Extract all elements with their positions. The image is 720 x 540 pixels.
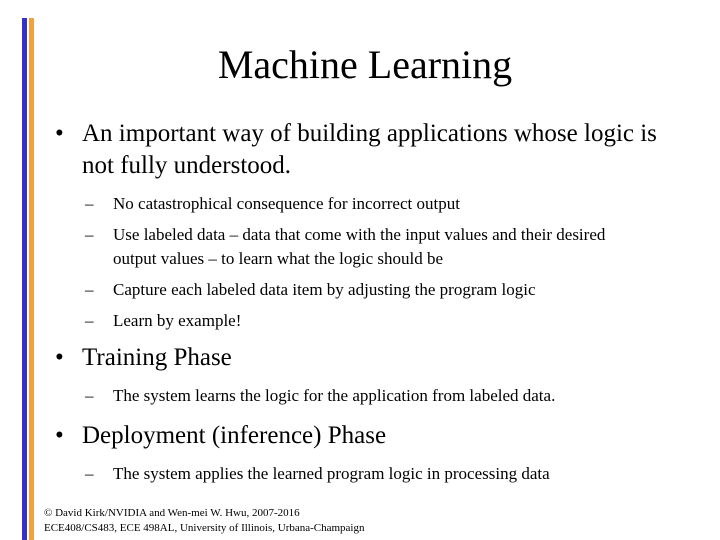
slide-footer: [44, 506, 365, 536]
sub-bullet-1-1-text: No catastrophical consequence for incorrect output: [113, 194, 460, 213]
sub-bullet-2-1-text: The system learns the logic for the application from labeled data.: [113, 386, 556, 405]
slide-title: Machine Learning: [217, 42, 513, 87]
sub-bullet-marker: –: [85, 464, 94, 483]
sub-bullet-3-1-text: The system applies the learned program logic in processing data: [113, 464, 550, 483]
bullet-3-text: Deployment (inference) Phase: [82, 422, 387, 449]
bullet-3: [55, 420, 705, 452]
bullet-2-text: Training Phase: [82, 344, 232, 371]
sub-bullet-1-4: [55, 309, 705, 333]
bullet-1: [55, 118, 672, 182]
footer-copyright: © David Kirk/NVIDIA and Wen-mei W. Hwu, 2007-2016: [44, 507, 300, 519]
bullet-marker: •: [55, 422, 64, 449]
sub-bullet-marker: –: [85, 280, 94, 299]
sub-bullet-1-2: [55, 223, 653, 271]
bullet-1-text: An important way of building applications whose logic is not fully understood.: [82, 120, 657, 179]
sub-bullet-marker: –: [85, 225, 94, 244]
bullet-marker: •: [55, 344, 64, 371]
footer-course: ECE408/CS483, ECE 498AL, University of Illinois, Urbana-Champaign: [44, 522, 365, 534]
sub-bullet-marker: –: [85, 194, 94, 213]
sub-bullet-1-3: [55, 278, 705, 302]
sub-bullet-marker: –: [85, 386, 94, 405]
left-bar-orange: [29, 18, 34, 540]
sub-bullet-1-4-text: Learn by example!: [113, 311, 242, 330]
sub-bullet-1-3-text: Capture each labeled data item by adjusting the program logic: [113, 280, 536, 299]
sub-bullet-1-1: [55, 192, 705, 216]
sub-bullet-3-1: [55, 462, 705, 486]
slide-content: [55, 118, 705, 486]
sub-bullet-1-2-text: Use labeled data – data that come with the input values and their desired output values – to learn what the logic should be: [113, 225, 606, 268]
sub-bullet-2-1: [55, 384, 705, 408]
bullet-marker: •: [55, 120, 64, 147]
left-bar-blue: [22, 18, 27, 540]
sub-bullet-marker: –: [85, 311, 94, 330]
bullet-2: [55, 342, 705, 374]
